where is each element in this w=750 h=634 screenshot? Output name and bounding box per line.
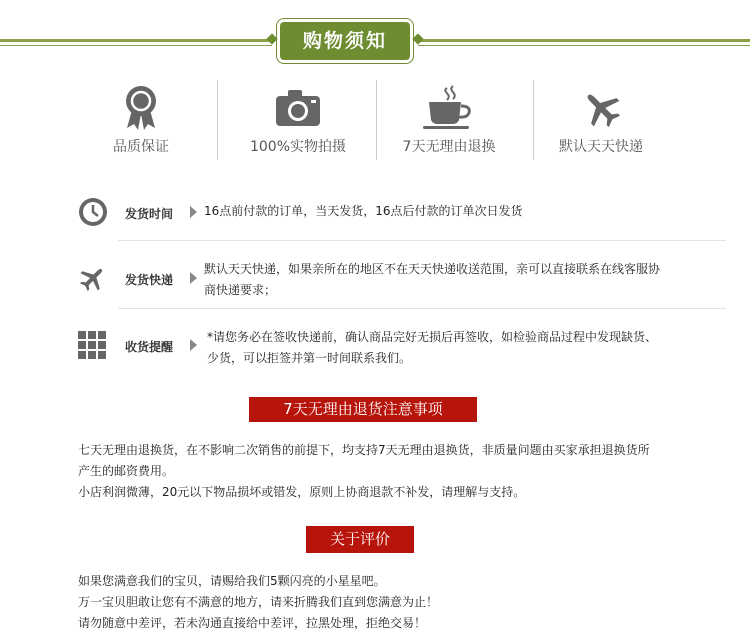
coffee-cup-icon <box>374 84 524 132</box>
feature-return <box>374 80 524 160</box>
returns-title: 7天无理由退货注意事项 <box>249 397 477 422</box>
info-text <box>204 259 660 301</box>
divider <box>217 80 218 160</box>
info-label: 发货快递 <box>125 273 174 287</box>
info-line: 默认天天快递，如果亲所在的地区不在天天快递收送范围，亲可以直接联系在线客服协 <box>204 262 661 276</box>
info-label: 发货时间 <box>125 207 174 221</box>
divider <box>118 240 726 241</box>
info-line: 16点前付款的订单，当天发货，16点后付款的订单次日发货 <box>204 204 523 218</box>
returns-line: 七天无理由退换货，在不影响二次销售的前提下，均支持7天无理由退换货，非质量问题由买家承担退换货所 <box>78 443 650 457</box>
returns-text <box>78 440 650 503</box>
header-rule-left-thin <box>0 45 272 46</box>
review-title: 关于评价 <box>306 526 414 553</box>
info-label: 收货提醒 <box>125 340 174 354</box>
review-line: 请勿随意中差评，若未沟通直接给中差评，拉黑处理，拒绝交易！ <box>78 616 427 630</box>
arrow-right-icon <box>190 339 197 351</box>
info-text <box>207 327 657 369</box>
feature-label: 7天无理由退换 <box>402 139 496 155</box>
divider <box>118 308 726 309</box>
feature-label: 品质保证 <box>113 139 169 155</box>
feature-label: 100%实物拍摄 <box>249 139 347 155</box>
info-line: 商快递要求； <box>204 283 277 297</box>
info-text <box>204 201 523 222</box>
info-line: *请您务必在签收快递前，确认商品完好无损后再签收，如检验商品过程中发现缺货、 <box>207 330 658 344</box>
grid-icon <box>78 331 106 363</box>
feature-express <box>526 80 676 160</box>
header-rule-right-thin <box>418 45 750 46</box>
returns-line: 产生的邮资费用。 <box>78 464 175 478</box>
header-rule-left <box>0 39 272 42</box>
award-ribbon-icon <box>66 84 216 132</box>
arrow-right-icon <box>190 272 197 284</box>
airplane-icon <box>526 84 676 132</box>
review-text <box>78 571 438 634</box>
page-title: 购物须知 <box>280 22 410 60</box>
arrow-right-icon <box>190 206 197 218</box>
feature-quality <box>66 80 216 160</box>
review-line: 万一宝贝胆敢让您有不满意的地方，请来折腾我们直到您满意为止！ <box>78 595 439 609</box>
header-rule-right <box>418 39 750 42</box>
camera-icon <box>223 84 373 132</box>
returns-line: 小店利润微薄，20元以下物品损坏或错发，原则上协商退款不补发，请理解与支持。 <box>78 485 526 499</box>
info-line: 少货，可以拒签并第一时间联系我们。 <box>207 351 412 365</box>
feature-photo <box>223 80 373 160</box>
review-line: 如果您满意我们的宝贝，请赐给我们5颗闪亮的小星星吧。 <box>78 574 386 588</box>
clock-icon <box>78 197 108 231</box>
airplane-icon <box>78 263 108 297</box>
feature-label: 默认天天快递 <box>559 139 643 155</box>
